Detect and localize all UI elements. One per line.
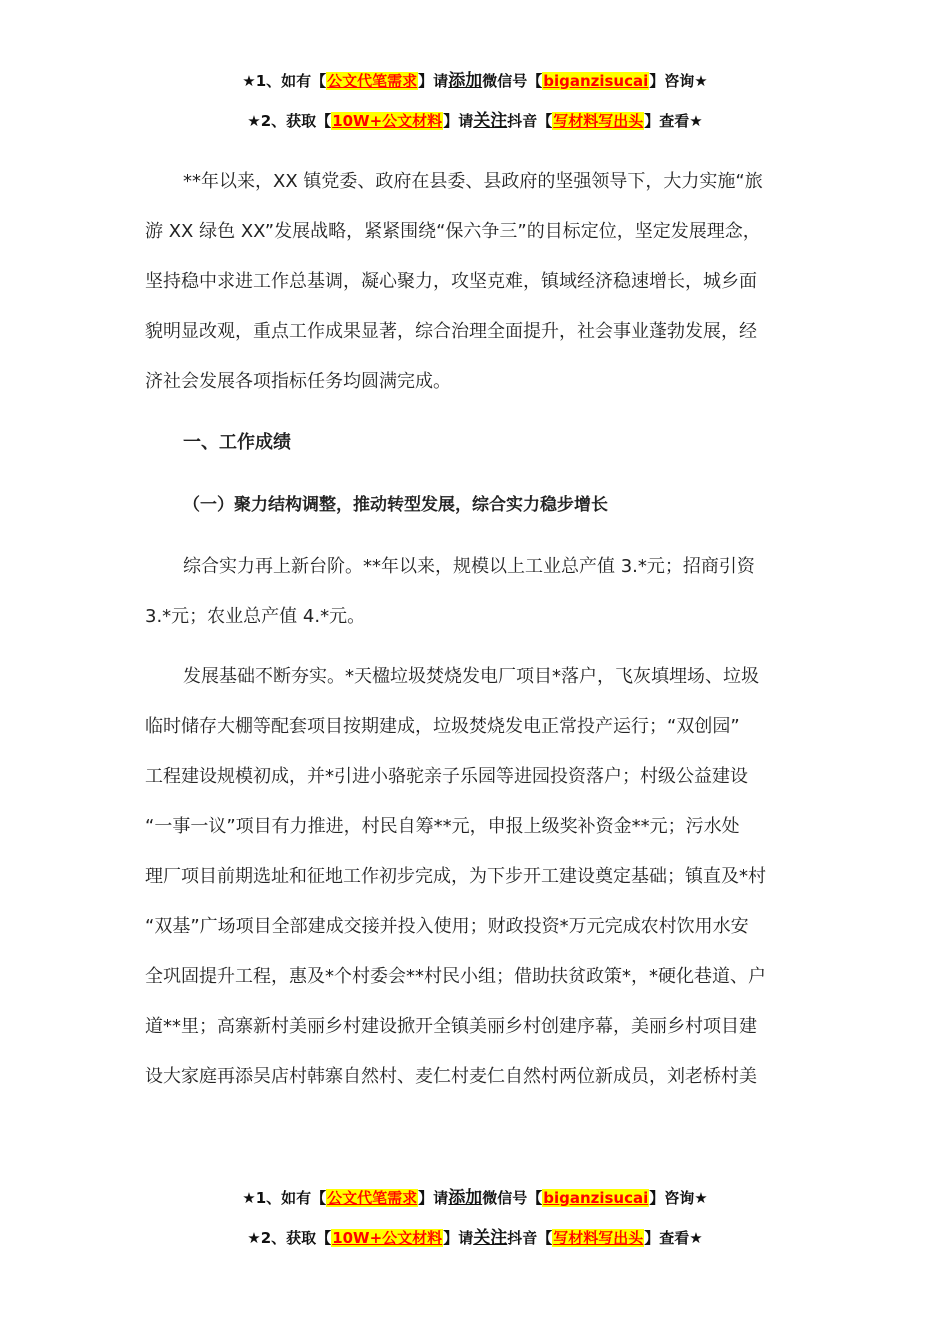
banner-text-prefix: ★2、获取【 [247, 1229, 332, 1247]
text-line: 理厂项目前期选址和征地工作初步完成，为下步开工建设奠定基础；镇直及*村 [145, 866, 766, 887]
highlight-wechat-id: biganzisucai [543, 1189, 649, 1207]
highlight-douyin-account: 写材料写出头 [553, 112, 644, 130]
highlight-service-need: 公文代笔需求 [327, 1189, 418, 1207]
emphasis-follow: 关注 [473, 111, 508, 131]
text-line: 游 XX 绿色 XX”发展战略，紧紧围绕“保六争三”的目标定位，坚定发展理念， [145, 221, 761, 242]
banner-text-prefix: ★2、获取【 [247, 112, 332, 130]
text-line: 济社会发展各项指标任务均圆满完成。 [145, 371, 451, 392]
emphasis-add: 添加 [448, 1188, 483, 1208]
promo-banner-line-2 [0, 110, 950, 132]
highlight-service-need: 公文代笔需求 [327, 72, 418, 90]
text-line: **年以来，XX 镇党委、政府在县委、县政府的坚强领导下，大力实施“旅 [183, 171, 763, 192]
subsection-heading: （一）聚力结构调整，推动转型发展，综合实力稳步增长 [183, 495, 608, 515]
foundation-paragraph [145, 652, 825, 1102]
banner-text-suffix: 】咨询★ [649, 1189, 708, 1207]
text-line: 全巩固提升工程，惠及*个村委会**村民小组；借助扶贫政策*，*硬化巷道、户 [145, 966, 766, 987]
banner-text: 微信号【 [482, 72, 543, 90]
text-line: 坚持稳中求进工作总基调，凝心聚力，攻坚克难，镇域经济稳速增长，城乡面 [145, 271, 757, 292]
banner-text: 】请 [443, 1229, 474, 1247]
banner-text-prefix: ★1、如有【 [242, 72, 327, 90]
banner-text-prefix: ★1、如有【 [242, 1189, 327, 1207]
intro-paragraph [145, 157, 825, 407]
promo-banner-footer-line-2 [0, 1227, 950, 1249]
strength-paragraph [145, 542, 825, 642]
promo-banner-footer-line-1 [0, 1187, 950, 1209]
banner-text: 】请 [443, 112, 474, 130]
highlight-materials: 10W+公文材料 [332, 112, 443, 130]
banner-text-suffix: 】查看★ [644, 112, 703, 130]
text-line: 发展基础不断夯实。*天楹垃圾焚烧发电厂项目*落户，飞灰填埋场、垃圾 [183, 666, 759, 687]
section-heading: 一、工作成绩 [183, 432, 291, 453]
text-line: 貌明显改观，重点工作成果显著，综合治理全面提升，社会事业蓬勃发展，经 [145, 321, 757, 342]
banner-text-suffix: 】查看★ [644, 1229, 703, 1247]
text-line: “一事一议”项目有力推进，村民自筹**元，申报上级奖补资金**元；污水处 [145, 816, 740, 837]
banner-text: 】请 [418, 1189, 449, 1207]
emphasis-follow: 关注 [473, 1228, 508, 1248]
text-line: 工程建设规模初成，并*引进小骆驼亲子乐园等进园投资落户；村级公益建设 [145, 766, 748, 787]
banner-text: 抖音【 [507, 112, 553, 130]
text-line: 道**里；高寨新村美丽乡村建设掀开全镇美丽乡村创建序幕，美丽乡村项目建 [145, 1016, 757, 1037]
promo-banner-line-1 [0, 70, 950, 92]
emphasis-add: 添加 [448, 71, 483, 91]
highlight-materials: 10W+公文材料 [332, 1229, 443, 1247]
highlight-wechat-id: biganzisucai [543, 72, 649, 90]
banner-text: 抖音【 [507, 1229, 553, 1247]
text-line: “双基”广场项目全部建成交接并投入使用；财政投资*万元完成农村饮用水安 [145, 916, 749, 937]
banner-text: 】请 [418, 72, 449, 90]
text-line: 综合实力再上新台阶。**年以来，规模以上工业总产值 3.*元；招商引资 [183, 556, 755, 577]
banner-text: 微信号【 [482, 1189, 543, 1207]
banner-text-suffix: 】咨询★ [649, 72, 708, 90]
text-line: 3.*元；农业总产值 4.*元。 [145, 606, 366, 627]
text-line: 设大家庭再添吴店村韩寨自然村、麦仁村麦仁自然村两位新成员，刘老桥村美 [145, 1066, 757, 1087]
text-line: 临时储存大棚等配套项目按期建成，垃圾焚烧发电正常投产运行；“双创园” [145, 716, 740, 737]
highlight-douyin-account: 写材料写出头 [553, 1229, 644, 1247]
